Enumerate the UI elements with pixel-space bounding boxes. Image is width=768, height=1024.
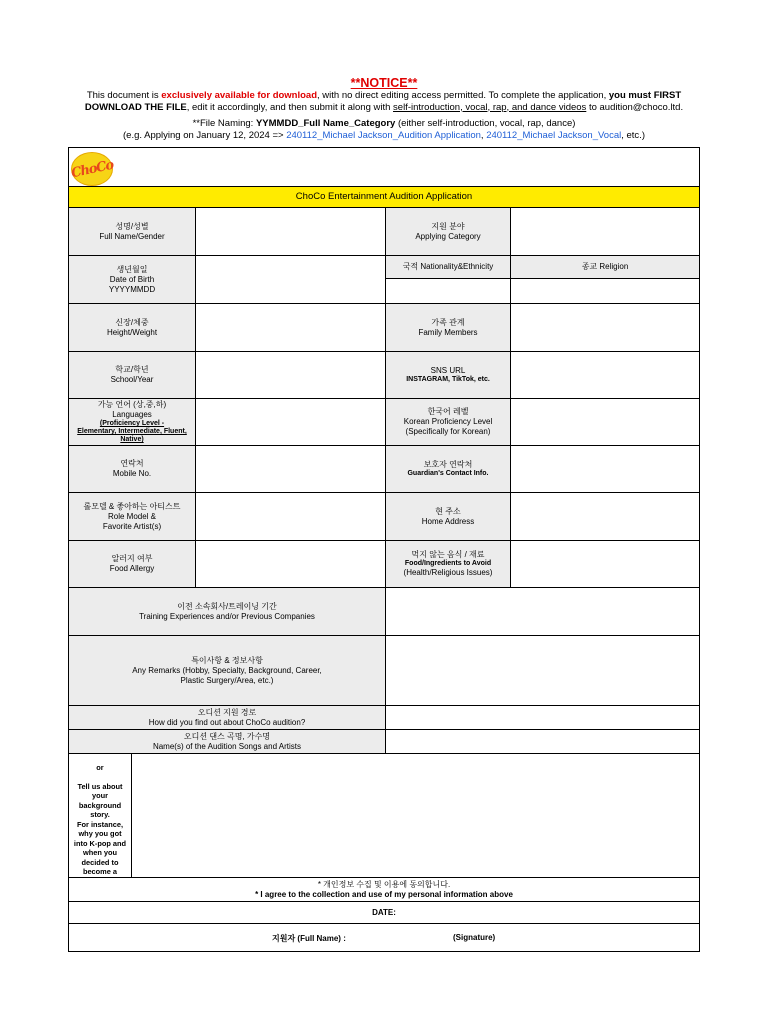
audition-route-field[interactable] [386, 706, 699, 730]
notice-title: **NOTICE** [350, 76, 418, 90]
label-en: Training Experiences and/or Previous Companies [139, 611, 315, 621]
label-en: Guardian's Contact Info. [407, 470, 489, 477]
religion-field[interactable] [511, 279, 699, 304]
label-ko: 지원 분야 [431, 221, 465, 231]
mobile-field[interactable] [196, 446, 386, 493]
form-title-text: ChoCo Entertainment Audition Application [295, 191, 473, 202]
applying-category-field[interactable] [511, 208, 699, 256]
label-ko: 먹지 않는 음식 / 재료 [411, 550, 485, 559]
example-separator: , [480, 129, 487, 141]
label-en: Plastic Surgery/Area, etc.) [180, 675, 274, 685]
audition-songs-field[interactable] [386, 730, 699, 754]
date-label: DATE: [372, 907, 396, 917]
label-food-allergy [69, 541, 196, 588]
label-ko: 롤모델 & 좋아하는 아티스트 [83, 501, 181, 511]
notice-text: , edit it accordingly, and then submit it along with [186, 101, 394, 113]
label-date-of-birth [69, 256, 196, 304]
signature-label: (Signature) [453, 933, 496, 942]
label-korean-level [386, 399, 511, 446]
example-prefix: (e.g. Applying on January 12, 2024 => [123, 129, 287, 141]
date-of-birth-field[interactable] [196, 256, 386, 304]
label-note: (Health/Religious Issues) [403, 568, 493, 577]
label-en: Any Remarks (Hobby, Specialty, Background, Career, [132, 665, 322, 675]
family-members-field[interactable] [511, 304, 699, 352]
application-form [68, 147, 700, 952]
label-ko: 이전 소속회사/트레이닝 기간 [177, 601, 277, 611]
choco-logo [71, 152, 113, 186]
label-guardian-contact [386, 446, 511, 493]
label-en: How did you find out about ChoCo audition? [148, 717, 306, 727]
label-ko: 오디션 지원 경로 [197, 707, 257, 717]
training-field[interactable] [386, 588, 699, 636]
form-title [69, 187, 699, 208]
label-food-avoid [386, 541, 511, 588]
background-story-field[interactable] [132, 754, 699, 878]
label-ko: 연락처 [120, 459, 144, 468]
notice-text: This document is [86, 90, 162, 101]
school-year-field[interactable] [196, 352, 386, 399]
label-en: Full Name/Gender [99, 231, 165, 241]
notice-emphasis: exclusively available for download [161, 90, 318, 101]
file-naming-note: (either self-introduction, vocal, rap, dance) [395, 118, 576, 129]
label-ko: 알러지 여부 [111, 554, 153, 563]
notice-text: , with no direct editing access permitted. To complete the application, [317, 90, 609, 101]
label-en: Family Members [418, 327, 478, 337]
notice-paragraph [60, 90, 708, 113]
story-line: why you got [78, 829, 122, 838]
label-ko: 학교/학년 [115, 365, 149, 374]
nationality-field[interactable] [386, 279, 511, 304]
label-en: Date of Birth [109, 274, 155, 284]
label-en: Food Allergy [109, 564, 155, 573]
label-home-address [386, 493, 511, 541]
label-en: Height/Weight [106, 327, 158, 337]
label-en: Name(s) of the Audition Songs and Artists [152, 741, 302, 751]
label-text: 종교 Religion [581, 262, 629, 271]
consent-ko: * 개인정보 수집 및 이용에 동의합니다. [317, 879, 451, 889]
label-role-model [69, 493, 196, 541]
date-format: YYYYMMDD [108, 284, 156, 294]
story-line: into K-pop and [73, 838, 127, 848]
label-ko: 가족 관계 [431, 317, 465, 327]
label-en: School/Year [110, 375, 154, 384]
label-audition-route [69, 706, 386, 730]
label-en: Applying Category [415, 231, 481, 241]
full-name-field[interactable] [196, 208, 386, 256]
logo-text: ChoCo [69, 157, 115, 181]
notice-bold: you must FIRST [608, 90, 682, 101]
label-ko: 성명/성별 [115, 221, 149, 231]
file-naming-format: YYMMDD_Full Name_Category [255, 118, 396, 129]
story-line: background [78, 800, 122, 810]
label-ko: 가능 언어 (상,중,하) [97, 400, 167, 409]
label-audition-songs [69, 730, 386, 754]
file-naming-label: **File Naming: [192, 118, 256, 129]
label-languages [69, 399, 196, 446]
label-applying-category [386, 208, 511, 256]
signer-label: 지원자 (Full Name) : [272, 934, 346, 943]
story-line: Tell us about [77, 781, 123, 791]
notice-underlined: self-introduction, vocal, rap, and dance videos [393, 101, 587, 113]
story-line: decided to [81, 857, 119, 867]
label-en: INSTAGRAM, TikTok, etc. [406, 376, 490, 383]
logo-row [69, 148, 699, 187]
label-ko: SNS URL [430, 366, 466, 375]
label-en: Home Address [421, 516, 475, 526]
label-en: Favorite Artist(s) [102, 521, 162, 531]
date-row[interactable] [69, 902, 699, 924]
label-en: Food/Ingredients to Avoid [404, 560, 492, 567]
label-text: 국적 Nationality&Ethnicity [402, 262, 494, 271]
food-avoid-field[interactable] [511, 541, 699, 588]
example-suffix: , etc.) [621, 129, 645, 141]
label-en: Mobile No. [112, 469, 152, 478]
label-ko: 신장/체중 [115, 317, 149, 327]
label-ko: 한국어 레벨 [427, 407, 469, 416]
label-note: Native) [120, 436, 144, 443]
example-filename-link[interactable]: 240112_Michael Jackson_Audition Application [286, 129, 481, 141]
korean-level-field[interactable] [511, 399, 699, 446]
languages-field[interactable] [196, 399, 386, 446]
guardian-contact-field[interactable] [511, 446, 699, 493]
signature-row[interactable] [69, 924, 699, 951]
notice-block [60, 76, 708, 141]
background-story-prompt [69, 754, 132, 878]
label-ko: 특이사항 & 정보사항 [191, 655, 263, 665]
story-line: story. [90, 810, 110, 819]
label-mobile [69, 446, 196, 493]
file-naming-line [60, 118, 708, 130]
consent-row [69, 878, 699, 902]
story-line: become a [82, 867, 118, 876]
label-ko: 보호자 연락처 [423, 460, 473, 469]
label-en: Languages [112, 410, 152, 419]
sns-url-field[interactable] [511, 352, 699, 399]
role-model-field[interactable] [196, 493, 386, 541]
story-line: or [96, 763, 104, 772]
label-training [69, 588, 386, 636]
label-note: (Proficiency Level - [99, 420, 165, 427]
label-ko: 생년월일 [116, 264, 148, 274]
file-naming-example [60, 130, 708, 142]
story-line: when you [82, 848, 118, 857]
label-en: Korean Proficiency Level [403, 417, 493, 426]
label-note: Elementary, Intermediate, Fluent, [77, 428, 187, 435]
home-address-field[interactable] [511, 493, 699, 541]
label-en: Role Model & [107, 511, 157, 521]
consent-en: * I agree to the collection and use of my personal information above [255, 889, 513, 899]
label-school-year [69, 352, 196, 399]
label-note: (Specifically for Korean) [405, 427, 491, 436]
label-nationality [386, 256, 511, 279]
remarks-field[interactable] [386, 636, 699, 706]
label-family-members [386, 304, 511, 352]
label-religion [511, 256, 699, 279]
notice-email: to audition@choco.ltd. [586, 101, 684, 113]
story-line: your [91, 791, 108, 800]
notice-bold: DOWNLOAD THE FILE [84, 101, 187, 113]
height-weight-field[interactable] [196, 304, 386, 352]
label-full-name [69, 208, 196, 256]
label-ko: 오디션 댄스 곡명, 가수명 [183, 731, 271, 741]
story-line: For instance, [77, 819, 123, 829]
label-ko: 현 주소 [435, 506, 461, 516]
label-sns-url [386, 352, 511, 399]
food-allergy-field[interactable] [196, 541, 386, 588]
example-filename-link[interactable]: 240112_Michael Jackson_Vocal [486, 129, 622, 141]
label-remarks [69, 636, 386, 706]
label-height-weight [69, 304, 196, 352]
